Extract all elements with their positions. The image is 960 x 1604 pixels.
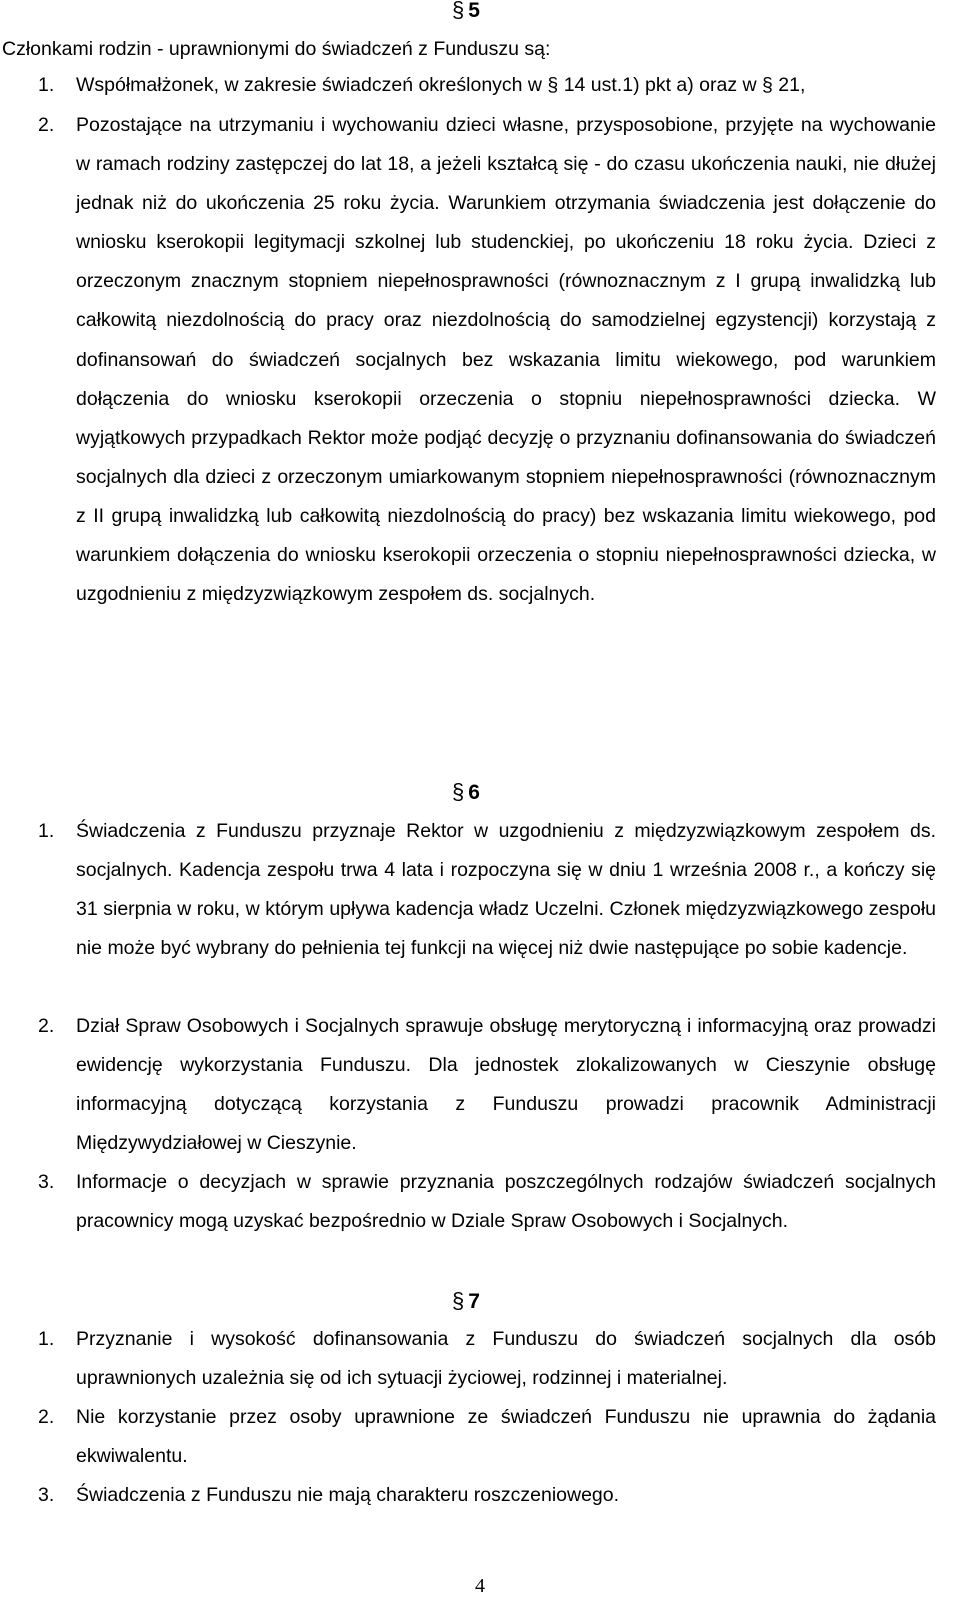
item-number: 1. <box>38 1328 55 1350</box>
section-5-item-1 <box>38 66 936 106</box>
section-6-item-2 <box>38 1007 936 1165</box>
item-number: 2. <box>38 1406 55 1428</box>
page-number: 4 <box>475 1575 485 1597</box>
section-heading-5 <box>452 0 480 23</box>
item-number: 1. <box>38 74 55 96</box>
section-number: 5 <box>468 0 480 22</box>
item-text: Informacje o decyzjach w sprawie przyznania poszczególnych rodzajów świadczeń socjalnych pracownicy mogą uzyskać bezpośrednio w Dziale Spraw Osobowych i Socjalnych. <box>76 1171 936 1233</box>
section-5-intro: Członkami rodzin - uprawnionymi do świadczeń z Funduszu są: <box>2 38 551 60</box>
item-number: 3. <box>38 1484 55 1506</box>
item-text: Świadczenia z Funduszu przyznaje Rektor w uzgodnieniu z międzyzwiązkowym zespołem ds. socjalnych. Kadencja zespołu trwa 4 lata i rozpoczyna się w dniu 1 września 2008 r., a kończy się 31 sierpnia w roku, w którym upływa kadencja władz Uczelni. Członek międzyzwiązkowego zespołu nie może być wybrany do pełnienia tej funkcji na więcej niż dwie następujące po sobie kadencje. <box>76 820 936 960</box>
section-heading-6 <box>452 780 480 805</box>
section-7-item-1 <box>38 1320 936 1400</box>
section-number: 6 <box>468 781 480 804</box>
item-number: 3. <box>38 1171 55 1193</box>
item-text: Pozostające na utrzymaniu i wychowaniu dzieci własne, przysposobione, przyjęte na wychowanie w ramach rodziny zastępczej do lat 18, a jeżeli kształcą się - do czasu ukończenia nauki, nie dłużej jednak niż do ukończenia 25 roku życia. Warunkiem otrzymania świadczenia jest dołączenie do wniosku kserokopii legitymacji szkolnej lub studenckiej, po ukończeniu 18 roku życia. Dzieci z orzeczonym znacznym stopniem niepełnosprawności (równoznacznym z I grupą inwalidzką lub całkowitą niezdolnością do pracy oraz niezdolnością do samodzielnej egzystencji) korzystają z dofinansowań do świadczeń socjalnych bez wskazania limitu wiekowego, pod warunkiem dołączenia do wniosku kserokopii orzeczenia o stopniu niepełnosprawności dziecka. W wyjątkowych przypadkach Rektor może podjąć decyzję o przyznaniu dofinansowania do świadczeń socjalnych dla dzieci z orzeczonym umiarkowanym stopniem niepełnosprawności (równoznacznym z II grupą inwalidzką lub całkowitą niezdolnością do pracy) bez wskazania limitu wiekowego, pod warunkiem dołączenia do wniosku kserokopii orzeczenia o stopniu niepełnosprawności dziecka, w uzgodnieniu z międzyzwiązkowym zespołem ds. socjalnych. <box>76 114 936 606</box>
item-text: Dział Spraw Osobowych i Socjalnych sprawuje obsługę merytoryczną i informacyjną oraz prowadzi ewidencję wykorzystania Funduszu. Dla jednostek zlokalizowanych w Cieszynie obsługę informacyjną dotyczącą korzystania z Funduszu prowadzi pracownik Administracji Międzywydziałowej w Cieszynie. <box>76 1015 936 1155</box>
section-6-item-3 <box>38 1163 936 1281</box>
item-text: Świadczenia z Funduszu nie mają charakteru roszczeniowego. <box>76 1484 620 1506</box>
item-number: 1. <box>38 820 55 842</box>
section-number: 7 <box>468 1290 480 1313</box>
item-text: Współmałżonek, w zakresie świadczeń określonych w § 14 ust.1) pkt a) oraz w § 21, <box>76 74 806 96</box>
section-symbol: § <box>452 0 465 22</box>
section-7-item-3 <box>38 1476 936 1516</box>
item-number: 2. <box>38 114 55 136</box>
item-text: Nie korzystanie przez osoby uprawnione ze świadczeń Funduszu nie uprawnia do żądania ekwiwalentu. <box>76 1406 936 1468</box>
section-7-item-2 <box>38 1398 936 1478</box>
section-symbol: § <box>452 1288 465 1313</box>
section-6-item-1 <box>38 812 936 1008</box>
item-number: 2. <box>38 1015 55 1037</box>
section-symbol: § <box>452 779 465 804</box>
section-heading-7 <box>452 1289 480 1314</box>
item-text: Przyznanie i wysokość dofinansowania z Funduszu do świadczeń socjalnych dla osób uprawnionych uzależnia się od ich sytuacji życiowej, rodzinnej i materialnej. <box>76 1328 936 1390</box>
section-5-item-2 <box>38 106 936 736</box>
